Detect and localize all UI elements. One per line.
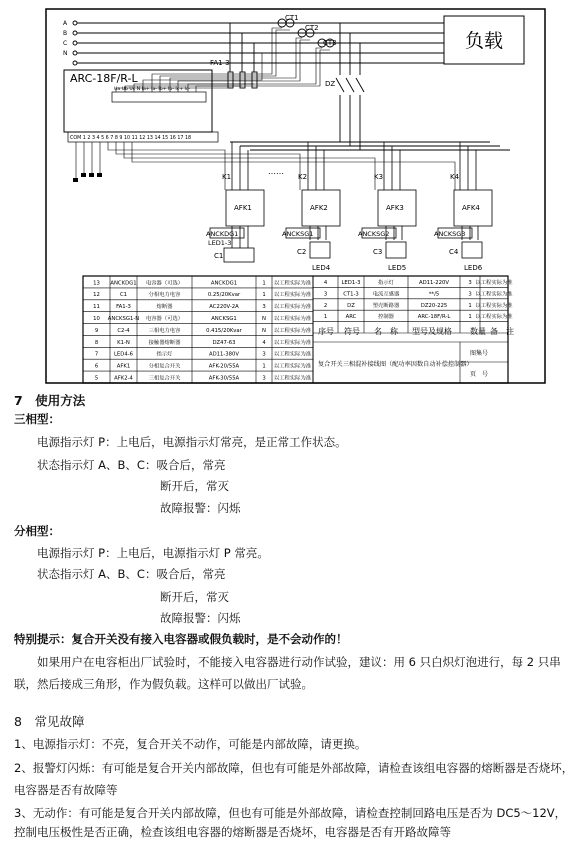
controller-label: ARC-18F/R-L: [70, 72, 138, 85]
bom-left-cell-r5-c5: 以工程实际为准: [273, 339, 312, 346]
bom-left-cell-r2-c5: 以工程实际为准: [273, 304, 312, 311]
bom-left-cell-r6-c1: LED4-6: [113, 351, 134, 358]
bom-left-cell-r5-c0: 8: [94, 339, 99, 346]
bom-left-cell-r5-c1: K1-N: [117, 339, 130, 346]
ct1-label: CT1: [285, 14, 299, 22]
cap-label-c3: C3: [373, 248, 383, 256]
bom-left-cell-r3-c0: 10: [93, 315, 100, 322]
led-label-6: LED6: [464, 264, 483, 272]
led-left-label: LED1-3: [208, 239, 232, 247]
bom-left-cell-r3-c1: ANCKSG1-N: [107, 315, 140, 322]
bom-left-cell-r8-c1: AFK2-4: [114, 375, 133, 382]
bom-right-cell-r3-c2: 控制器: [378, 314, 394, 321]
bom-right-cell-r0-c1: LED1-3: [341, 279, 361, 286]
three-phase-title: 三相型：: [14, 412, 60, 426]
phase-label-c: C: [63, 40, 68, 47]
bom-left-cell-r2-c1: FA1-3: [116, 304, 131, 311]
bom-left-cell-r1-c4: 1: [262, 292, 266, 299]
bom-right-cell-r0-c5: 以工程实际为准: [475, 279, 513, 286]
bom-right-cell-r3-c5: 以工程实际为准: [475, 314, 513, 321]
bom-right-cell-r2-c3: DZ20-225: [420, 302, 448, 309]
contactor-k4: K4: [450, 173, 460, 181]
bom-left-cell-r5-c4: 4: [262, 339, 266, 346]
bom-left-cell-r2-c2: 熔断器: [156, 304, 173, 311]
afk-unit-3: AFK3: [386, 204, 404, 212]
bom-left-cell-r7-c0: 6: [94, 363, 99, 370]
bom-header-no: 序号: [318, 327, 334, 336]
bom-right-cell-r1-c1: CT1-3: [343, 291, 359, 298]
anck-label-4: ANCKSG3: [434, 230, 466, 238]
bom-right-cell-r1-c4: 3: [468, 291, 472, 298]
three-phase-line-3: 断开后，常灭: [160, 479, 229, 493]
bom-right-cell-r1-c0: 3: [323, 291, 328, 298]
bom-left-cell-r3-c5: 以工程实际为准: [273, 315, 312, 322]
wiring-diagram: [0, 0, 577, 392]
bom-left-cell-r1-c1: C1: [119, 292, 128, 299]
bom-left-cell-r4-c2: 三相电力电容: [148, 327, 181, 334]
phase-label-b: B: [63, 30, 68, 37]
bom-drawing-no-label: 图集号: [470, 350, 489, 357]
bom-left-cell-r3-c3: ANCKSG1: [211, 315, 237, 322]
bom-left-cell-r0-c1: ANCKDG1: [110, 280, 137, 287]
bom-header: [318, 326, 514, 336]
bom-left-cell-r4-c0: 9: [94, 327, 99, 334]
bom-left-cell-r4-c3: 0.415/20Kvar: [206, 327, 242, 334]
bom-left-cell-r8-c4: 3: [262, 375, 266, 382]
dz-label: DZ: [325, 80, 336, 88]
bom-left-cell-r7-c3: AFK-20/55A: [208, 363, 240, 370]
bom-left-cell-r6-c3: AD11-380V: [208, 351, 240, 358]
bom-left-cell-r8-c0: 5: [94, 375, 99, 382]
terminal-markers: [73, 173, 102, 182]
special-tip: 特别提示：复合开关没有接入电容器或假负载时，是不会动作的！: [14, 632, 348, 646]
cap-label-c2: C2: [297, 248, 307, 256]
bom-header-remark: 备 注: [490, 327, 514, 336]
bom-left-cell-r1-c3: 0.25/20Kvar: [207, 292, 241, 299]
split-phase-line-2: 状态指示灯 A、B、C：吸合后，常亮: [37, 567, 226, 581]
bus-lines: [73, 21, 444, 65]
phase-label-a: A: [63, 20, 68, 27]
bom-left-cell-r7-c2: 分相复合开关: [148, 363, 181, 370]
split-phase-title: 分相型：: [14, 524, 60, 538]
bom-header-name: 名 称: [374, 327, 398, 336]
bom-left-cell-r2-c3: AC220V-2A: [209, 304, 239, 311]
bom-left-cell-r8-c3: AFK-30/55A: [208, 375, 240, 382]
bom-header-model: 型号及规格: [412, 327, 452, 336]
signal-wires: [76, 142, 455, 190]
three-phase-line-4: 故障报警：闪烁: [160, 501, 241, 515]
bom-left-cell-r1-c0: 12: [93, 292, 100, 299]
bom-right-cell-r3-c1: ARC: [345, 314, 357, 321]
bom-left-cell-r3-c4: N: [262, 315, 266, 322]
bom-left-cell-r6-c5: 以工程实际为准: [273, 351, 312, 358]
bom-left-cell-r5-c2: 接触器熔断器: [148, 339, 181, 346]
fault-3-line-1: 3、无动作：有可能是复合开关内部故障，但也有可能是外部故障，请检查控制回路电压是否为 DC5～12V，: [14, 806, 567, 820]
anck-label-2: ANCKSG1: [282, 230, 314, 238]
bom-left-cell-r0-c3: ANCKDG1: [210, 280, 238, 287]
bom-right-cell-r1-c2: 电流互感器: [372, 291, 400, 298]
bom-left-cell-r4-c4: N: [262, 327, 266, 334]
split-phase-line-3: 断开后，常灭: [160, 590, 229, 604]
bom-right-cell-r0-c3: AD11-220V: [418, 279, 450, 286]
bom-page-label: 页 号: [470, 371, 489, 378]
bom-right-cell-r0-c2: 指示灯: [378, 279, 394, 286]
split-phase-line-1: 电源指示灯 P：上电后，电源指示灯 P 常亮。: [37, 546, 269, 560]
bom-left-cell-r8-c2: 三相复合开关: [148, 375, 181, 382]
load-label: 负载: [464, 30, 504, 52]
tip-paragraph-line-1: 如果用户在电容柜出厂试验时，不能接入电容器进行动作试验，建议：用 6 只白炽灯泡进行，每 2 只串: [37, 655, 561, 669]
bom-header-symbol: 符号: [344, 327, 360, 336]
anck-label-1: ANCKDG1: [206, 230, 239, 238]
bom-title-block: 复合开关三相混补接线图（配功率因数自动补偿控制器）: [318, 361, 473, 368]
phase-label-n: N: [63, 50, 68, 57]
bom-left-cell-r0-c4: 1: [262, 280, 266, 287]
bom-left-cell-r8-c5: 以工程实际为准: [273, 375, 312, 382]
fuse-label: FA1-3: [210, 59, 230, 67]
cap-label-c4: C4: [449, 248, 459, 256]
bom-right-cell-r1-c5: 以工程实际为准: [475, 291, 513, 298]
afk-unit-1: AFK1: [234, 204, 252, 212]
section8-title: 8 常见故障: [14, 714, 85, 729]
bom-left-cell-r5-c3: DZ47-63: [212, 339, 236, 346]
fault-2-line-2: 电容器是否有故障等: [14, 783, 118, 797]
bom-left-cell-r7-c1: AFK1: [116, 363, 131, 370]
led-label-4: LED4: [312, 264, 331, 272]
bom-left-cell-r0-c2: 电容器（可选）: [145, 280, 184, 287]
bom-left-cell-r6-c0: 7: [94, 351, 99, 358]
anck-label-3: ANCKSG2: [358, 230, 390, 238]
ct2-label: CT2: [305, 24, 319, 32]
fault-1: 1、电源指示灯：不亮，复合开关不动作，可能是内部故障，请更换。: [14, 737, 367, 751]
bom-right-cell-r3-c0: 1: [323, 314, 328, 321]
bom-left-cell-r4-c1: C2-4: [117, 327, 130, 334]
afk-unit-4: AFK4: [462, 204, 480, 212]
group-2: [302, 142, 340, 258]
ellipsis-mark: ……: [268, 167, 284, 176]
ct3-label: CT3: [323, 39, 337, 47]
bom-left-cell-r4-c5: 以工程实际为准: [273, 327, 312, 334]
bom-left-cell-r1-c2: 分相电力电容: [148, 292, 181, 299]
bom-left-cell-r0-c0: 13: [93, 280, 100, 287]
bom-left-cell-r6-c2: 指示灯: [156, 351, 173, 358]
bom-right-cell-r2-c0: 2: [323, 302, 328, 309]
bom-right-cell-r2-c4: 1: [468, 302, 472, 309]
bom-right-cell-r3-c4: 1: [468, 314, 472, 321]
cap-label-c1: C1: [214, 252, 224, 260]
bom-left-cell-r6-c4: 3: [262, 351, 266, 358]
bom-left-cell-r2-c4: 3: [262, 304, 266, 311]
bom-right-cell-r0-c0: 4: [323, 279, 328, 286]
three-phase-line-2: 状态指示灯 A、B、C：吸合后，常亮: [37, 458, 226, 472]
bom-left-cell-r0-c5: 以工程实际为准: [273, 280, 312, 287]
tip-paragraph-line-2: 联，然后接成三角形，作为假负载。这样可以做出厂试验。: [14, 677, 313, 691]
bom-header-qty: 数量: [470, 327, 486, 336]
contactor-k2: K2: [298, 173, 308, 181]
bom-right-cell-r3-c3: ARC-18F/R-L: [417, 314, 451, 321]
split-phase-line-4: 故障报警：闪烁: [160, 611, 241, 625]
bom-left-cell-r2-c0: 11: [93, 304, 100, 311]
bom-right-cell-r0-c4: 3: [468, 279, 472, 286]
section7-title: 7 使用方法: [14, 393, 86, 408]
three-phase-line-1: 电源指示灯 P：上电后，电源指示灯常亮，是正常工作状态。: [37, 435, 347, 449]
bom-left-cell-r3-c2: 电容器（可选）: [145, 315, 184, 322]
terminal-top-labels: Ua Ub Uc N Ia+ Ia- Ib+ Ib- Ic+ Ic-: [114, 87, 191, 92]
group-3: [378, 142, 416, 258]
bom-right-cell-r2-c5: 以工程实际为准: [475, 302, 513, 309]
bom-left-cell-r7-c5: 以工程实际为准: [273, 363, 312, 370]
contactor-k1: K1: [222, 173, 232, 181]
led-label-5: LED5: [388, 264, 407, 272]
fault-3-line-2: 控制电压极性是否正确，检查该组电容器的熔断器是否烧坏，电容器是否有开路故障等: [14, 825, 451, 839]
contactor-k3: K3: [374, 173, 384, 181]
afk-unit-2: AFK2: [310, 204, 328, 212]
group-4: [454, 142, 492, 258]
bom-left-cell-r7-c4: 1: [262, 363, 266, 370]
bom-right-cell-r2-c2: 塑壳断路器: [372, 302, 400, 309]
bom-right-cell-r2-c1: DZ: [347, 302, 355, 309]
bom-right-cell-r1-c3: **/5: [428, 291, 440, 298]
terminal-bottom-labels: COM 1 2 3 4 5 6 7 8 9 10 11 12 13 14 15 16 17 18: [70, 136, 192, 141]
anck-blocks: [210, 228, 472, 238]
fault-2-line-1: 2、报警灯闪烁：有可能是复合开关内部故障，但也有可能是外部故障，请检查该组电容器的熔断器是否烧坏，: [14, 761, 574, 775]
bom-left-cell-r1-c5: 以工程实际为准: [273, 292, 312, 299]
